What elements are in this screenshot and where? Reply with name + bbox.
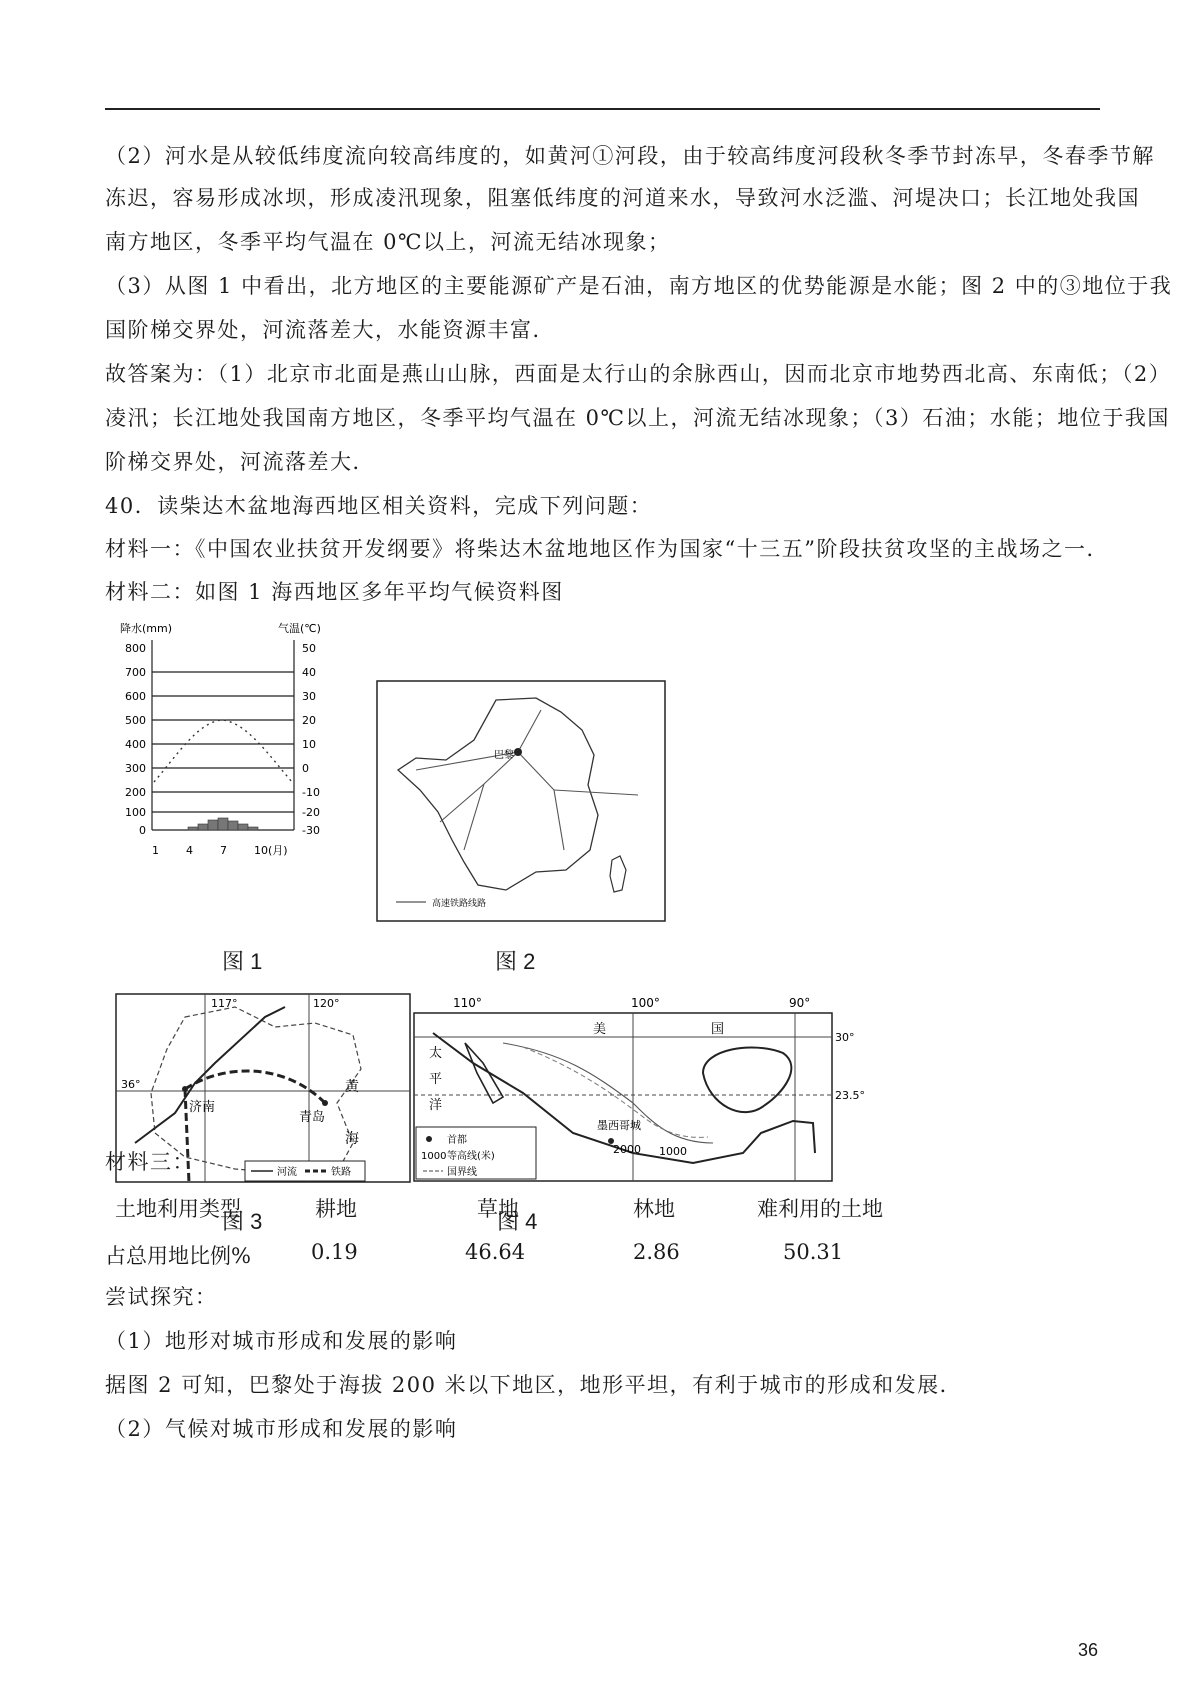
ocean-label: 洋 — [429, 1098, 443, 1113]
left-tick: 800 — [125, 642, 146, 655]
paragraph-line: 南方地区，冬季平均气温在 0℃以上，河流无结冰现象； — [105, 230, 671, 254]
x-tick: 10(月) — [254, 844, 288, 857]
table-header-cell: 林地 — [633, 1197, 675, 1221]
x-tick: 4 — [186, 844, 193, 857]
place-label: 青岛 — [299, 1110, 326, 1125]
legend-rail: 铁路 — [331, 1167, 351, 1178]
land-table-data-row — [105, 1240, 1005, 1270]
page-number: 36 — [1077, 1640, 1098, 1660]
paragraph-line: 凌汛；长江地处我国南方地区，冬季平均气温在 0℃以上，河流无结冰现象；（3）石油；水能；地位于我国 — [105, 406, 1170, 430]
left-tick: 400 — [125, 738, 146, 751]
right-tick: 40 — [302, 666, 316, 679]
right-tick: -30 — [302, 824, 320, 837]
lon-label: 100° — [631, 996, 660, 1010]
ocean-label: 平 — [429, 1072, 443, 1087]
table-cell: 2.86 — [633, 1240, 680, 1264]
sea-label: 黄 — [345, 1079, 359, 1095]
x-tick: 7 — [220, 844, 227, 857]
right-tick: -10 — [302, 786, 320, 799]
figure-4-mexico-map — [413, 993, 865, 1183]
figure-1-caption: 图 1 — [222, 949, 263, 974]
material-3-title: 材料三： — [105, 1150, 195, 1174]
left-tick: 300 — [125, 762, 146, 775]
figure-3-caption: 图 3 — [222, 1209, 263, 1234]
figure-1-climate-chart — [108, 618, 340, 868]
country-label: 美 — [593, 1022, 607, 1037]
city-marker — [514, 748, 522, 756]
capital-label: 墨西哥城 — [597, 1119, 641, 1132]
right-tick: 10 — [302, 738, 316, 751]
table-header-cell: 耕地 — [315, 1197, 357, 1221]
lon-label: 110° — [453, 996, 482, 1010]
left-tick: 500 — [125, 714, 146, 727]
legend-river: 河流 — [277, 1167, 297, 1178]
lon-label: 120° — [313, 997, 340, 1010]
figure-2-caption: 图 2 — [495, 949, 536, 974]
question-40-title: 40．读柴达木盆地海西地区相关资料，完成下列问题： — [105, 494, 653, 518]
right-tick: 50 — [302, 642, 316, 655]
sea-label: 海 — [345, 1131, 359, 1147]
explore-item: （1）地形对城市形成和发展的影响 — [105, 1329, 458, 1353]
lat-label: 23.5° — [835, 1089, 865, 1102]
left-tick: 200 — [125, 786, 146, 799]
fig2-legend: 高速铁路线路 — [432, 899, 487, 909]
precip-bar — [208, 820, 218, 830]
paragraph-line: 国阶梯交界处，河流落差大，水能资源丰富． — [105, 318, 555, 342]
explore-item: （2）气候对城市形成和发展的影响 — [105, 1417, 458, 1441]
gulf-outline — [703, 1047, 791, 1112]
city-label: 巴黎 — [494, 750, 514, 761]
ocean-label: 太 — [429, 1046, 443, 1061]
legend-capital: 首都 — [447, 1135, 467, 1146]
temperature-curve — [154, 720, 292, 782]
lon-label: 117° — [211, 997, 238, 1010]
table-cell: 50.31 — [783, 1240, 844, 1264]
right-tick: 30 — [302, 690, 316, 703]
precip-bar — [228, 821, 238, 830]
table-header-cell: 草地 — [477, 1197, 519, 1221]
precip-bar — [238, 824, 248, 830]
left-tick: 700 — [125, 666, 146, 679]
city-marker — [322, 1100, 328, 1106]
city-marker — [182, 1086, 188, 1092]
legend-border: 国界线 — [447, 1167, 477, 1178]
lat-label: 36° — [121, 1078, 141, 1091]
paragraph-line: 阶梯交界处，河流落差大． — [105, 450, 375, 474]
place-label: 济南 — [189, 1100, 216, 1115]
railway-path — [185, 1071, 325, 1103]
x-tick: 1 — [152, 844, 159, 857]
baja-outline — [465, 1043, 503, 1103]
explore-answer: 据图 2 可知，巴黎处于海拔 200 米以下地区，地形平坦，有利于城市的形成和发展． — [105, 1373, 963, 1397]
right-tick: 0 — [302, 762, 309, 775]
header-rule — [105, 108, 1100, 110]
precip-bar — [198, 824, 208, 830]
figure-2-france-map — [376, 680, 666, 922]
paragraph-line: 冻迟，容易形成冰坝，形成凌汛现象，阻塞低纬度的河道来水，导致河水泛滥、河堤决口；长江地处我国 — [105, 186, 1140, 210]
contour-label: 1000 — [659, 1145, 687, 1158]
table-header-cell: 难利用的土地 — [757, 1197, 883, 1221]
land-table-header-row — [105, 1193, 1005, 1223]
material-1: 材料一：《中国农业扶贫开发纲要》将柴达木盆地地区作为国家“十三五”阶段扶贫攻坚的主战场之一． — [105, 537, 1109, 561]
france-outline — [398, 698, 598, 890]
material-2: 材料二：如图 1 海西地区多年平均气候资料图 — [105, 580, 564, 604]
legend-contour: 等高线(米) — [447, 1151, 495, 1162]
precip-bar — [188, 827, 198, 830]
left-tick: 0 — [139, 824, 146, 837]
right-axis-title: 气温(℃) — [278, 622, 321, 635]
lon-label: 90° — [789, 996, 811, 1010]
paragraph-line: （2）河水是从较低纬度流向较高纬度的，如黄河①河段，由于较高纬度河段秋冬季节封冻早，冬春季节解 — [105, 144, 1155, 168]
table-cell: 46.64 — [465, 1240, 526, 1264]
corsica-outline — [610, 856, 626, 892]
figure-4-caption: 图 4 — [497, 1209, 538, 1234]
table-header-cell: 土地利用类型 — [115, 1197, 241, 1221]
rail-lines — [416, 710, 638, 850]
left-tick: 100 — [125, 806, 146, 819]
paragraph-line: 故答案为：（1）北京市北面是燕山山脉，西面是太行山的余脉西山，因而北京市地势西北高、东南低；（2） — [105, 362, 1172, 386]
left-axis-title: 降水(mm) — [120, 622, 173, 635]
country-label: 国 — [711, 1022, 725, 1037]
left-tick: 600 — [125, 690, 146, 703]
contour-label: 2000 — [613, 1143, 641, 1156]
legend-value: 1000 — [421, 1151, 447, 1162]
right-tick: -20 — [302, 806, 320, 819]
paragraph-line: （3）从图 1 中看出，北方地区的主要能源矿产是石油，南方地区的优势能源是水能；图 2 中的③地位于我 — [105, 274, 1173, 298]
precip-bar — [248, 827, 258, 830]
precip-bar — [218, 818, 228, 830]
lat-label: 30° — [835, 1031, 855, 1044]
explore-title: 尝试探究： — [105, 1285, 218, 1309]
table-cell: 0.19 — [311, 1240, 358, 1264]
right-tick: 20 — [302, 714, 316, 727]
table-row-label: 占总用地比例% — [105, 1244, 251, 1268]
